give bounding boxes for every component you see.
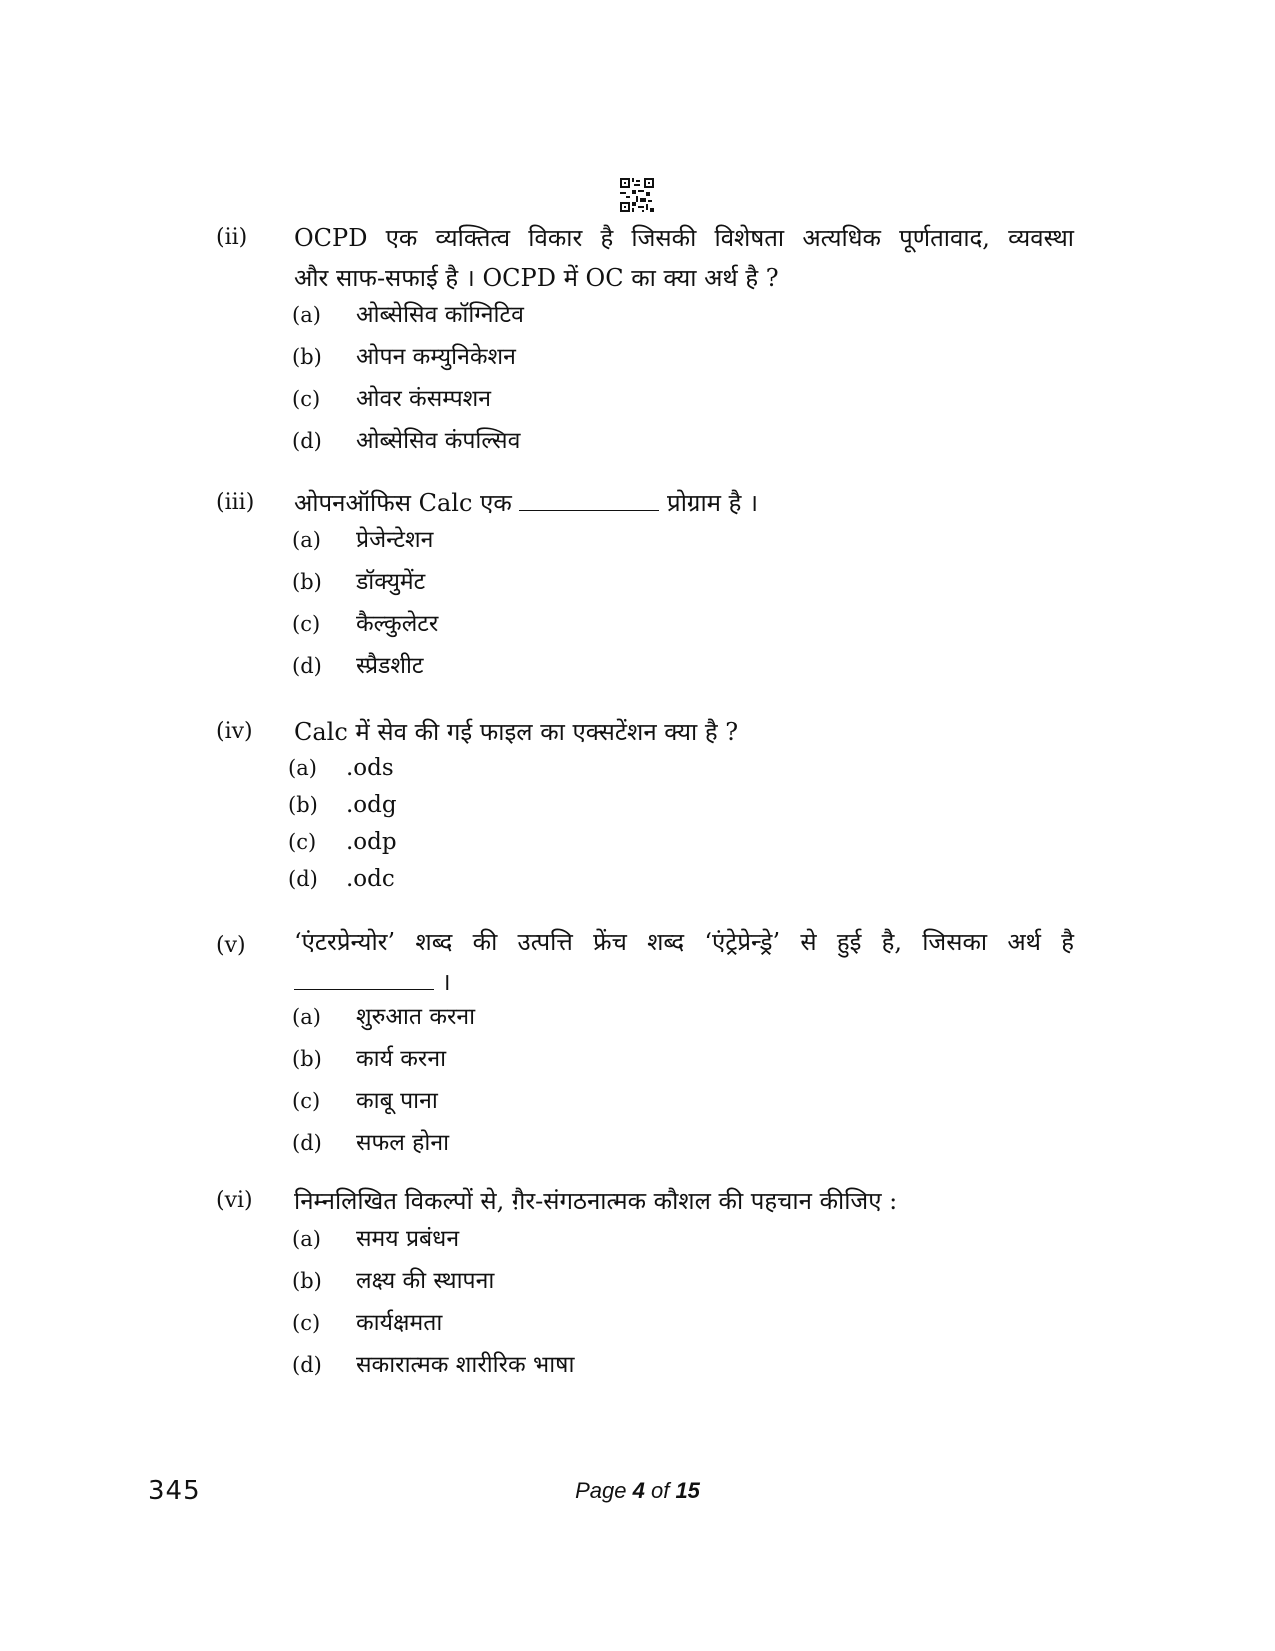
- question-text: [294, 218, 1074, 298]
- question-text-line1: ‘एंटरप्रेन्योर’ शब्द की उत्पत्ति फ्रेंच शब्द ‘एंट्रेप्रेन्ड्रे’ से हुई है, जिसका अर्थ है: [294, 928, 1074, 956]
- question-number: (v): [216, 933, 246, 958]
- question-text-line2: और साफ-सफाई है । OCPD में OC का क्या अर्थ है ?: [294, 264, 779, 292]
- question-text: निम्नलिखित विकल्पों से, ग़ैर-संगठनात्मक कौशल की पहचान कीजिए :: [294, 1187, 898, 1215]
- question-text: [294, 922, 1074, 1002]
- question-number: (iv): [216, 719, 253, 744]
- fill-blank: [519, 490, 659, 511]
- question-text-line2: ।: [294, 962, 1074, 1002]
- question-text: Calc में सेव की गई फाइल का एक्सटेंशन क्या है ?: [294, 718, 739, 746]
- question-text-before: ओपनऑफिस Calc एक: [294, 489, 512, 517]
- question-text: [294, 483, 1074, 523]
- paper-code: 345: [148, 1476, 201, 1506]
- question-text-line1: OCPD एक व्यक्तित्व विकार है जिसकी विशेषता अत्यधिक पूर्णतावाद, व्यवस्था: [294, 224, 1074, 252]
- question-text-after: प्रोग्राम है ।: [667, 489, 759, 517]
- page-number: Page 4 of 15: [575, 1478, 700, 1503]
- question-number: (iii): [216, 490, 255, 515]
- fill-blank: [294, 969, 434, 990]
- question-number: (ii): [216, 225, 248, 250]
- question-number: (vi): [216, 1188, 253, 1213]
- qr-code-icon: [620, 178, 654, 212]
